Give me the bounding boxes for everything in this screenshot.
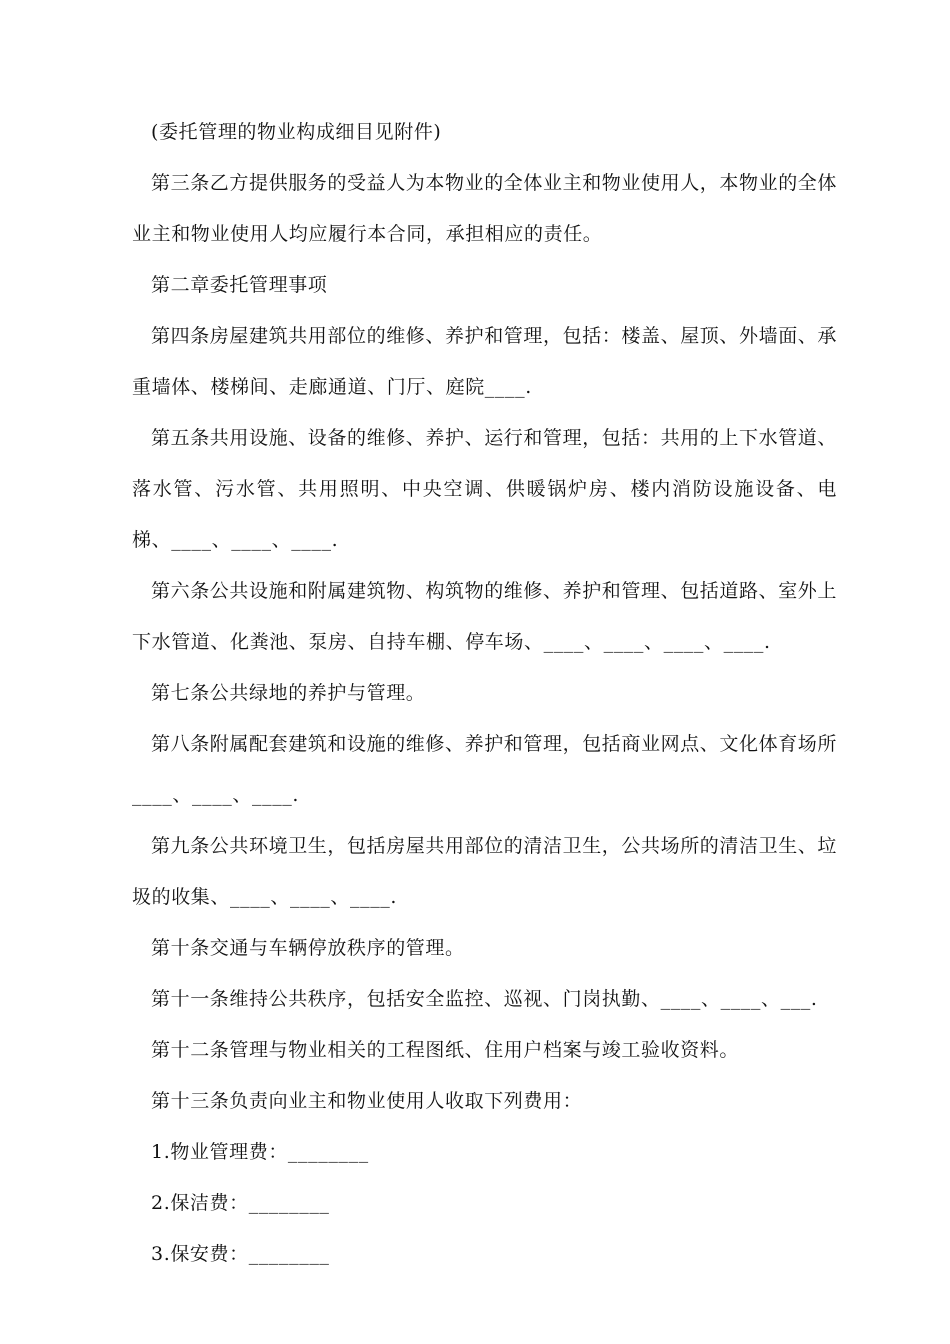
paragraph-article-6: 第六条公共设施和附属建筑物、构筑物的维修、养护和管理、包括道路、室外上下水管道、化粪池、泵房、自持车棚、停车场、____、____、____、____. <box>132 580 838 653</box>
paragraph-article-11: 第十一条维持公共秩序，包括安全监控、巡视、门岗执勤、____、____、___. <box>151 988 818 1010</box>
paragraph-chapter-2-heading: 第二章委托管理事项 <box>151 274 328 296</box>
paragraph-article-4: 第四条房屋建筑共用部位的维修、养护和管理，包括：楼盖、屋顶、外墙面、承重墙体、楼梯间、走廊通道、门厅、庭院____. <box>132 325 838 398</box>
paragraph-attachment-note: (委托管理的物业构成细目见附件) <box>151 121 442 143</box>
fee-item-management: 1.物业管理费：________ <box>151 1141 369 1163</box>
document-body <box>132 107 837 1280</box>
paragraph-article-9: 第九条公共环境卫生，包括房屋共用部位的清洁卫生，公共场所的清洁卫生、垃圾的收集、____、____、____. <box>132 835 838 908</box>
paragraph-article-13: 第十三条负责向业主和物业使用人收取下列费用： <box>151 1090 583 1112</box>
fee-item-security: 3.保安费：________ <box>151 1243 330 1265</box>
paragraph-article-3: 第三条乙方提供服务的受益人为本物业的全体业主和物业使用人，本物业的全体业主和物业使用人均应履行本合同，承担相应的责任。 <box>132 172 838 245</box>
paragraph-article-8: 第八条附属配套建筑和设施的维修、养护和管理，包括商业网点、文化体育场所____、____、____. <box>132 733 838 806</box>
fee-item-cleaning: 2.保洁费：________ <box>151 1192 330 1214</box>
paragraph-article-10: 第十条交通与车辆停放秩序的管理。 <box>151 937 465 959</box>
paragraph-article-12: 第十二条管理与物业相关的工程图纸、住用户档案与竣工验收资料。 <box>151 1039 740 1061</box>
paragraph-article-5: 第五条共用设施、设备的维修、养护、运行和管理，包括：共用的上下水管道、落水管、污水管、共用照明、中央空调、供暖锅炉房、楼内消防设施设备、电梯、____、____、____. <box>132 427 838 551</box>
paragraph-article-7: 第七条公共绿地的养护与管理。 <box>151 682 426 704</box>
